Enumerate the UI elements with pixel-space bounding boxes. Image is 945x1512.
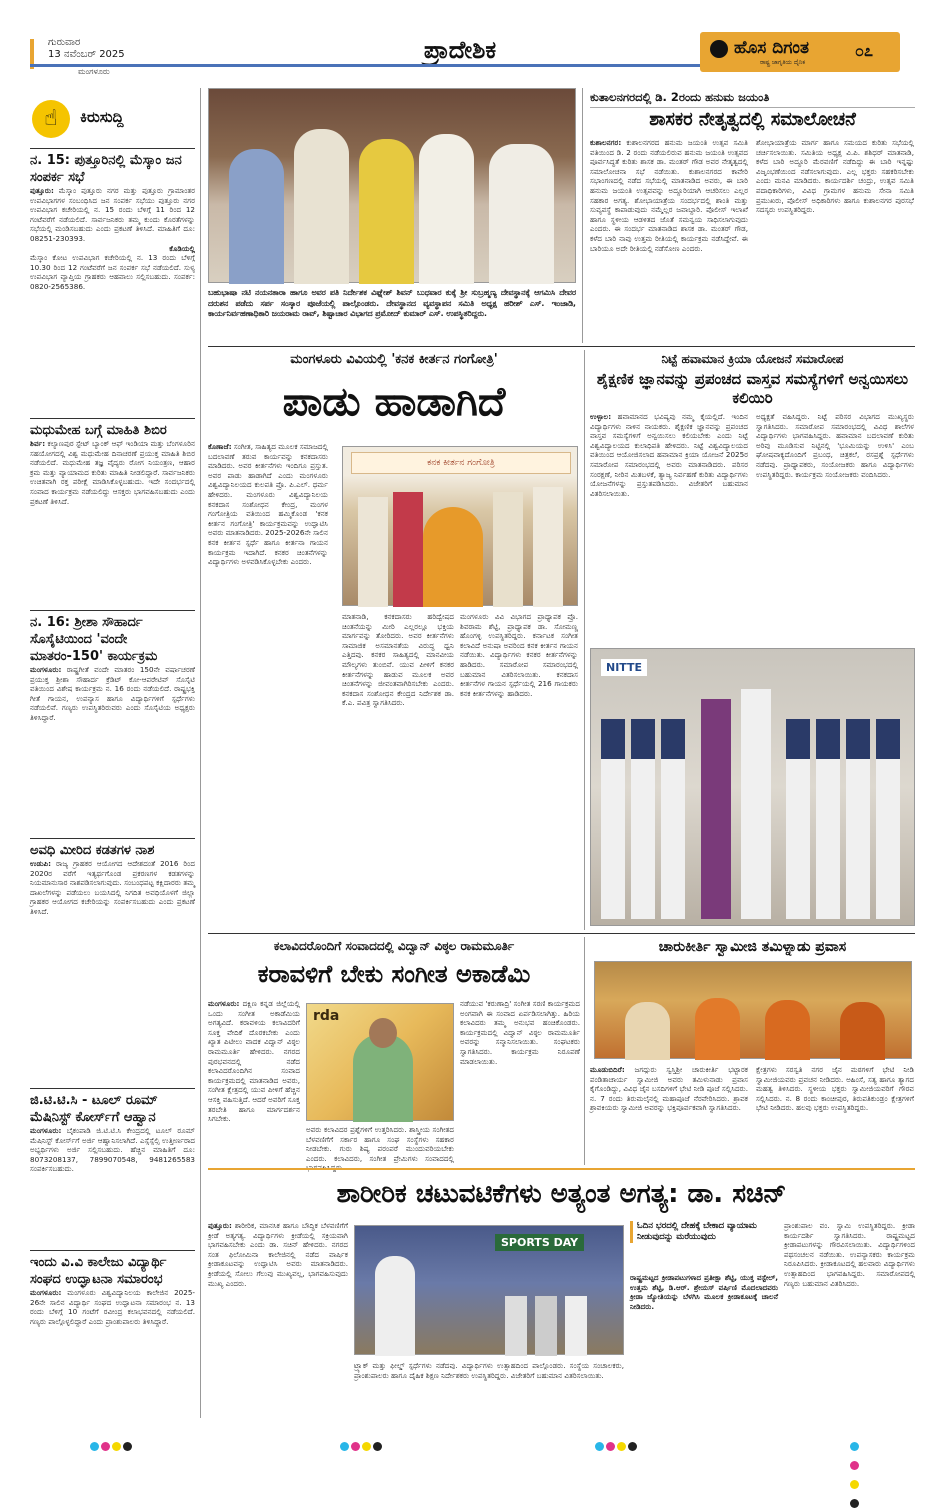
sidebar — [30, 88, 195, 1418]
dateline: ಕುಶಾಲನಗರ: — [590, 138, 622, 147]
sidebar-item-body: ಮಂಗಳೂರು ವಿಶ್ವವಿದ್ಯಾನಿಲಯ ಕಾಲೇಜಿನ 2025-26ನೇ ಸಾಲಿನ ವಿದ್ಯಾರ್ಥಿ ಸಂಘದ ಉದ್ಘಾಟನಾ ಸಮಾರಂಭ ನ. 13 ರಂದು ಬೆಳಿಗ್ಗೆ 10 ಗಂಟೆಗೆ ರವೀಂದ್ರ ಕಲಾಭವನದಲ್ಲಿ ನಡೆಯಲಿದೆ. ಗಣ್ಯರು ಪಾಲ್ಗೊಳ್ಳಲಿದ್ದಾರೆ ಎಂದು ಪ್ರಾಂಶುಪಾಲರು ತಿಳಿಸಿದ್ದಾರೆ. — [30, 1288, 195, 1326]
student-figure — [661, 719, 685, 919]
story-headline: ಚಾರುಕೀರ್ತಿ ಸ್ವಾಮೀಜಿ ತಮಿಳ್ನಾಡು ಪ್ರವಾಸ — [658, 939, 847, 955]
nitte-logo: NITTE — [601, 659, 647, 676]
story-headline: ಶೈಕ್ಷಣಿಕ ಜ್ಞಾನವನ್ನು ಪ್ರಪಂಚದ ವಾಸ್ತವ ಸಮಸ್ಯೆಗಳಿಗೆ ಅನ್ವಯಿಸಲು ಕಲಿಯಿರಿ — [596, 370, 909, 407]
black-dot — [123, 1442, 132, 1451]
person-figure — [393, 492, 423, 607]
kanaka-event-photo — [342, 446, 578, 606]
column-divider — [582, 88, 583, 343]
story-body: ಮಂಗಳೂರು ವಿವಿ ವಿಭಾಗದ ಪ್ರಾಧ್ಯಾಪಕ ಪ್ರೊ. ಶಿವರಾಮ ಶೆಟ್ಟಿ, ಪ್ರಾಧ್ಯಾಪಕ ಡಾ. ಸೋಮಣ್ಣ ಹೊಂಗಳ್ಳಿ ಉಪಸ್ಥಿತರಿದ್ದರು. ಕರ್ನಾಟಕ ಸಂಗೀತ ಕಲಾವಿದೆ ಅನುಷಾ ಅವರಿಂದ ಕನಕ ಕೀರ್ತನ ಗಾಯನ ನಡೆಯಿತು. ವಿದ್ಯಾರ್ಥಿಗಳು ಕನಕರ ಕೀರ್ತನೆಗಳನ್ನು ಹಾಡಿದರು. ಸಮಾರೋಪ ಸಮಾರಂಭದಲ್ಲಿ ಬಹುಮಾನ ವಿತರಿಸಲಾಯಿತು. ಕನಕದಾಸ ಕೀರ್ತನೆಗಳ ಗಾಯನ ಸ್ಪರ್ಧೆಯಲ್ಲಿ 216 ಗಾಯಕರು ಕನಕ ಕೀರ್ತನೆಗಳನ್ನು ಹಾಡಿದರು. — [460, 612, 578, 698]
student-figure — [786, 719, 810, 919]
person-figure — [359, 139, 414, 284]
sidebar-item-body: ಕಲ್ಯಾಣಪುರ ಸ್ಟೇಟ್ ಬ್ಯಾಂಕ್ ಆಫ್ ಇಂಡಿಯಾ ಮತ್ತು ಬೆಂಗಳೂರಿನ ಸಹಯೋಗದಲ್ಲಿ ವಿಶ್ವ ಮಧುಮೇಹ ದಿನಾಚರಣೆ ಪ್ರಯುಕ್ತ ಮಾಹಿತಿ ಶಿಬಿರ ನಡೆಯಲಿದೆ. ಮಧುಮೇಹ ತಜ್ಞ ವೈದ್ಯರು ರೋಗ ನಿಯಂತ್ರಣ, ಆಹಾರ ಕ್ರಮ ಮತ್ತು ವ್ಯಾಯಾಮದ ಕುರಿತು ಮಾಹಿತಿ ನೀಡಲಿದ್ದಾರೆ. ಸಾರ್ವಜನಿಕರು ಉಚಿತವಾಗಿ ರಕ್ತ ಪರೀಕ್ಷೆ ಮಾಡಿಸಿಕೊಳ್ಳಬಹುದು. ಇದೇ ಸಂದರ್ಭದಲ್ಲಿ ಸಂವಾದ ಕಾರ್ಯಕ್ರಮ ನಡೆಯಲಿದ್ದು ಆಸಕ್ತರು ಭಾಗವಹಿಸಬಹುದು ಎಂದು ಪ್ರಕಟಣೆ ತಿಳಿಸಿದೆ. — [30, 439, 195, 506]
sachin-story — [208, 1173, 915, 1425]
person-figure — [565, 1296, 587, 1356]
sidebar-item-body: ಮೆಸ್ಕಾಂ ಪುತ್ತೂರು ನಗರ ಮತ್ತು ಪುತ್ತೂರು ಗ್ರಾಮಾಂತರ ಉಪವಿಭಾಗಗಳ ಸಂಬಂಧಿಸಿದ ಜನ ಸಂಪರ್ಕ ಸಭೆಯು ಪುತ್ತೂರು ನಗರ ಉಪವಿಭಾಗ ಕಚೇರಿಯಲ್ಲಿ ನ. 15 ರಂದು ಬೆಳಿಗ್ಗೆ 11 ರಿಂದ 12 ಗಂಟೆವರೆಗೆ ನಡೆಯಲಿದೆ. ಸಾರ್ವಜನಿಕರು ತಮ್ಮ ಕುಂದು ಕೊರತೆಗಳನ್ನು ಸಭೆಯಲ್ಲಿ ಮಂಡಿಸಬಹುದು ಎಂದು ಪ್ರಕಟಣೆ ತಿಳಿಸಿದೆ. ಮಾಹಿತಿಗೆ ದೂ: 08251-230393. — [30, 186, 195, 243]
person-figure — [695, 998, 740, 1060]
yellow-dot — [617, 1442, 626, 1451]
brand-block — [700, 32, 900, 72]
brand-tagline: ರಾಷ್ಟ್ರ ಜಾಗೃತಿಯ ದೈನಿಕ — [760, 59, 806, 66]
person-figure — [505, 1296, 527, 1356]
temple-visit-photo — [208, 88, 576, 283]
photo-caption: ಬಹುಭಾಷಾ ನಟಿ ನಯನತಾರಾ ಹಾಗೂ ಅವರ ಪತಿ ನಿರ್ದೇಶಕ ವಿಘ್ನೇಶ್ ಶಿವನ್ ಬುಧವಾರ ಕುಕ್ಕೆ ಶ್ರೀ ಸುಬ್ರಹ್ಮಣ್ಯ ದೇವಸ್ಥಾನಕ್ಕೆ ಆಗಮಿಸಿ ದೇವರ ದರುಶನ ಪಡೆದು ಸರ್ಪ ಸಂಸ್ಕಾರ ಪೂಜೆಯಲ್ಲಿ ಪಾಲ್ಗೊಂಡರು. ದೇವಸ್ಥಾನದ ವ್ಯವಸ್ಥಾಪನ ಸಮಿತಿ ಅಧ್ಯಕ್ಷ ಹರೀಶ್ ಎಸ್. ಇಂಜಾಡಿ, ಕಾರ್ಯನಿರ್ವಹಣಾಧಿಕಾರಿ ಜಯರಾಮ ರಾವ್, ಶಿಷ್ಟಾಚಾರ ವಿಭಾಗದ ಪ್ರಮೋದ್ ಕುಮಾರ್ ಎಸ್. ಉಪಸ್ಥಿತರಿದ್ದರು. — [208, 288, 576, 318]
story-body: ಹವಾಮಾನದ ಭವಿಷ್ಯವು ನಮ್ಮ ಕೈಯಲ್ಲಿದೆ. ಇಂದಿನ ವಿದ್ಯಾರ್ಥಿಗಳು ನಾಳಿನ ನಾಯಕರು. ಶೈಕ್ಷಣಿಕ ಜ್ಞಾನವನ್ನು ಪ್ರಪಂಚದ ವಾಸ್ತವ ಸಮಸ್ಯೆಗಳಿಗೆ ಅನ್ವಯಿಸಲು ಕಲಿಯಬೇಕು ಎಂದು ನಿಟ್ಟೆ ವಿಶ್ವವಿದ್ಯಾಲಯದ ಕುಲಾಧಿಪತಿ ಹೇಳಿದರು. ನಿಟ್ಟೆ ವಿಶ್ವವಿದ್ಯಾಲಯದ ವತಿಯಿಂದ ಆಯೋಜಿಸಲಾದ ಹವಾಮಾನ ಕ್ರಿಯಾ ಯೋಜನೆ 2025ರ ಸಮಾರೋಪ ಸಮಾರಂಭದಲ್ಲಿ ಅವರು ಮಾತನಾಡಿದರು. ಪರಿಸರ ಸಂರಕ್ಷಣೆ, ನೀರಿನ ಮಿತಬಳಕೆ, ತ್ಯಾಜ್ಯ ನಿರ್ವಹಣೆ ಕುರಿತು ವಿದ್ಯಾರ್ಥಿಗಳು ಯೋಜನೆಗಳನ್ನು ಪ್ರಸ್ತುತಪಡಿಸಿದರು. ವಿಜೇತರಿಗೆ ಬಹುಮಾನ ವಿತರಿಸಲಾಯಿತು. — [590, 412, 748, 498]
sidebar-item — [30, 148, 195, 418]
story-body: ಪ್ರಾಂಶುಪಾಲ ವಂ. ಸ್ವಾಮಿ ಉಪಸ್ಥಿತರಿದ್ದರು. ಕ್ರೀಡಾ ಕಾರ್ಯದರ್ಶಿ ಸ್ವಾಗತಿಸಿದರು. ರಾಷ್ಟ್ರಮಟ್ಟದ ಕ್ರೀಡಾಪಟುಗಳನ್ನು ಗೌರವಿಸಲಾಯಿತು. ವಿದ್ಯಾರ್ಥಿಗಳಿಂದ ಪಥಸಂಚಲನ ನಡೆಯಿತು. ಉಪನ್ಯಾಸಕರು ಕಾರ್ಯಕ್ರಮ ನಿರೂಪಿಸಿದರು. ಕ್ರೀಡಾಕೂಟದಲ್ಲಿ ಹಲವಾರು ವಿದ್ಯಾರ್ಥಿಗಳು ಉತ್ಸಾಹದಿಂದ ಭಾಗವಹಿಸಿದ್ದರು. ಸಮಾರೋಪದಲ್ಲಿ ಗಣ್ಯರು ಬಹುಮಾನ ವಿತರಿಸಿದರು. — [784, 1221, 915, 1288]
cyan-dot — [90, 1442, 99, 1451]
person-figure — [493, 492, 523, 607]
story-body: ಸಂಗೀತ, ಸಾಹಿತ್ಯದ ಮೂಲಕ ಸಮಾಜದಲ್ಲಿ ಬದಲಾವಣೆ ತರುವ ಕಾರ್ಯವನ್ನು ಕನಕದಾಸರು ಮಾಡಿದರು. ಅವರ ಕೀರ್ತನೆಗಳು ಇಂದಿಗೂ ಪ್ರಸ್ತುತ. ಅವರ ಪಾಡು ಹಾಡಾಗಿದೆ ಎಂದು ಮಂಗಳೂರು ವಿಶ್ವವಿದ್ಯಾನಿಲಯದ ಕುಲಪತಿ ಪ್ರೊ. ಪಿ.ಎಲ್. ಧರ್ಮ ಹೇಳಿದರು. ಮಂಗಳೂರು ವಿಶ್ವವಿದ್ಯಾನಿಲಯ ಕನಕದಾಸ ಸಂಶೋಧನ ಕೇಂದ್ರ, ಮಂಗಳ ಗಂಗೋತ್ರಿಯ ವತಿಯಿಂದ ಹಮ್ಮಿಕೊಂಡ 'ಕನಕ ಕೀರ್ತನ ಗಂಗೋತ್ರಿ' ಕಾರ್ಯಕ್ರಮವನ್ನು ಉದ್ಘಾಟಿಸಿ ಅವರು ಮಾತನಾಡಿದರು. 2025-2026ನೇ ಸಾಲಿನ ಕನಕ ಕೀರ್ತನ ಸ್ಪರ್ಧೆ ಹಾಗೂ ಕೀರ್ತನಾ ಗಾಯನ ಕಾರ್ಯಕ್ರಮ ಇದಾಗಿದೆ. ಕನಕರ ಚಿಂತನೆಗಳನ್ನು ವಿದ್ಯಾರ್ಥಿಗಳು ಅಳವಡಿಸಿಕೊಳ್ಳಬೇಕು ಎಂದರು. — [208, 442, 329, 567]
dateline: ಪುತ್ತೂರು: — [208, 1221, 232, 1230]
student-figure — [846, 719, 870, 919]
nitte-event-photo — [590, 648, 915, 926]
sidebar-item-head: ಇಂದು ವಿ.ವಿ ಕಾಲೇಜು ವಿದ್ಯಾರ್ಥಿ ಸಂಘದ ಉದ್ಘಾಟನಾ ಸಮಾರಂಭ — [30, 1250, 195, 1288]
vittala-story — [208, 937, 580, 1165]
magenta-dot — [606, 1442, 615, 1451]
vittala-photo — [306, 1003, 454, 1121]
sidebar-item-body: ರಾಜ್ಯ ಗ್ರಾಹಕರ ಆಯೋಗದ ಆದೇಶದಂತೆ 2016 ರಿಂದ 2020ರ ವರೆಗೆ ಇತ್ಯರ್ಥಗೊಂಡ ಪ್ರಕರಣಗಳ ಕಡತಗಳನ್ನು ನಿಯಮಾನುಸಾರ ನಾಶಪಡಿಸಲಾಗುವುದು. ಸಂಬಂಧಪಟ್ಟ ಕಕ್ಷಿದಾರರು ತಮ್ಮ ದಾಖಲೆಗಳನ್ನು ಪಡೆಯಲು ಬಯಸಿದಲ್ಲಿ ನಿಗದಿತ ಅವಧಿಯೊಳಗೆ ಜಿಲ್ಲಾ ಗ್ರಾಹಕರ ಆಯೋಗದ ಕಚೇರಿಯನ್ನು ಸಂಪರ್ಕಿಸಬಹುದು ಎಂದು ಪ್ರಕಟಣೆ ತಿಳಿಸಿದೆ. — [30, 859, 195, 916]
brand-logo-icon — [710, 40, 728, 58]
story-body: ಟ್ರ್ಯಾಕ್ ಮತ್ತು ಫೀಲ್ಡ್ ಸ್ಪರ್ಧೆಗಳು ನಡೆದವು. ವಿದ್ಯಾರ್ಥಿಗಳು ಉತ್ಸಾಹದಿಂದ ಪಾಲ್ಗೊಂಡರು. ಸಂಸ್ಥೆಯ ಸಂಚಾಲಕರು, ಪ್ರಾಂಶುಪಾಲರು ಹಾಗೂ ದೈಹಿಕ ಶಿಕ್ಷಣ ನಿರ್ದೇಶಕರು ಉಪಸ್ಥಿತರಿದ್ದರು. ವಿಜೇತರಿಗೆ ಬಹುಮಾನ ವಿತರಿಸಲಾಯಿತು. — [354, 1361, 624, 1380]
dateline: ಮಂಗಳೂರು: — [30, 665, 62, 674]
story-body: ಅವರು ಕಲಾವಿದರ ಪ್ರಶ್ನೆಗಳಿಗೆ ಉತ್ತರಿಸಿದರು. ಶಾಸ್ತ್ರೀಯ ಸಂಗೀತದ ಬೆಳವಣಿಗೆಗೆ ಸರ್ಕಾರ ಹಾಗೂ ಸಂಘ ಸಂಸ್ಥೆಗಳು ಸಹಕಾರ ನೀಡಬೇಕು. ಗುರು ಶಿಷ್ಯ ಪರಂಪರೆ ಮುಂದುವರಿಯಬೇಕು ಎಂದರು. ಕಲಾವಿದರು, ಸಂಗೀತ ಪ್ರೇಮಿಗಳು ಸಂವಾದದಲ್ಲಿ — [306, 1125, 454, 1163]
story-body: ಶಾರೀರಿಕ, ಮಾನಸಿಕ ಹಾಗೂ ಬೌದ್ಧಿಕ ಬೆಳವಣಿಗೆಗೆ ಕ್ರೀಡೆ ಅತ್ಯಗತ್ಯ. ವಿದ್ಯಾರ್ಥಿಗಳು ಕ್ರೀಡೆಯಲ್ಲಿ ಸಕ್ರಿಯವಾಗಿ ಭಾಗವಹಿಸಬೇಕು ಎಂದು ಡಾ. ಸಚಿನ್ ಹೇಳಿದರು. ನಗರದ ಸಂತ ಫಿಲೋಮಿನಾ ಕಾಲೇಜಿನಲ್ಲಿ ನಡೆದ ವಾರ್ಷಿಕ ಕ್ರೀಡಾಕೂಟವನ್ನು ಉದ್ಘಾಟಿಸಿ ಅವರು ಮಾತನಾಡಿದರು. ಕ್ರೀಡೆಯಲ್ಲಿ ಸೋಲು ಗೆಲುವು ಮುಖ್ಯವಲ್ಲ, ಭಾಗವಹಿಸುವುದು ಮುಖ್ಯ ಎಂದರು. — [208, 1221, 348, 1288]
person-figure — [840, 1002, 885, 1060]
row-divider — [208, 346, 915, 347]
yellow-dot — [850, 1480, 859, 1489]
story-body: ಶೋಭಾಯಾತ್ರೆಯ ಮಾರ್ಗ ಹಾಗೂ ಸಮಯದ ಕುರಿತು ಸಭೆಯಲ್ಲಿ ಚರ್ಚಿಸಲಾಯಿತು. ಸಮಿತಿಯ ಅಧ್ಯಕ್ಷ ವಿ.ಪಿ. ಶಶಿಧರ್ ಮಾತನಾಡಿ, ಕಳೆದ ಬಾರಿ ಅದ್ಧೂರಿ ಮೆರವಣಿಗೆ ನಡೆದಿದ್ದು ಈ ಬಾರಿ ಇನ್ನಷ್ಟು ವಿಜೃಂಭಣೆಯಿಂದ ನಡೆಸಲಾಗುವುದು. ಎಲ್ಲ ಭಕ್ತರು ಸಹಕರಿಸಬೇಕು ಎಂದು ಮನವಿ ಮಾಡಿದರು. ಕಾರ್ಯದರ್ಶಿ ಚಂದ್ರು, ಉತ್ಸವ ಸಮಿತಿ ಪದಾಧಿಕಾರಿಗಳು, ವಿವಿಧ ಗ್ರಾಮಗಳ ಹನುಮ ಸೇನಾ ಸಮಿತಿ ಪ್ರಮುಖರು, ಪೊಲೀಸ್ ಅಧಿಕಾರಿಗಳು ಹಾಗೂ ಕುಶಾಲನಗರ ಪುರಸಭೆ ಸದಸ್ಯರು ಉಪಸ್ಥಿತರಿದ್ದರು. — [756, 138, 914, 215]
person-figure — [358, 497, 388, 607]
person-figure — [533, 487, 563, 607]
stage-banner: ಕನಕ ಕೀರ್ತನ ಗಂಗೋತ್ರಿ — [351, 452, 571, 474]
sidebar-item-head: ಅವಧಿ ಮೀರಿದ ಕಡತಗಳ ನಾಶ — [30, 838, 195, 859]
sidebar-sub-body: ಮೆಸ್ಕಾಂ ಕೋಟ ಉಪವಿಭಾಗ ಕಚೇರಿಯಲ್ಲಿ ನ. 13 ರಂದು ಬೆಳಿಗ್ಗೆ 10.30 ರಿಂದ 12 ಗಂಟೆವರೆಗೆ ಜನ ಸಂಪರ್ಕ ಸಭೆ ನಡೆಯಲಿದೆ. ಸುಳ್ಯ ಉಪವಿಭಾಗ ವ್ಯಾಪ್ತಿಯ ಗ್ರಾಹಕರು ಆಹವಾಲು ಸಲ್ಲಿಸಬಹುದು. ಸಂಪರ್ಕ: 0820-2565386. — [30, 253, 195, 291]
header-day: ಗುರುವಾರ — [48, 37, 81, 48]
student-figure — [816, 719, 840, 919]
sidebar-item — [30, 838, 195, 1086]
sidebar-item-head: ನ. 15: ಪುತ್ತೂರಿನಲ್ಲಿ ಮೆಸ್ಕಾಂ ಜನ ಸಂಪರ್ಕ ಸಭೆ — [30, 148, 195, 186]
sidebar-item-body: ಬೈಕಂಪಾಡಿ ಜಿ.ಟಿ.ಟಿ.ಸಿ ಕೇಂದ್ರದಲ್ಲಿ ಟೂಲ್ ರೂಮ್ ಮೆಷಿನಿಸ್ಟ್ ಕೋರ್ಸ್‌ಗೆ ಅರ್ಜಿ ಆಹ್ವಾನಿಸಲಾಗಿದೆ. ಎಸ್ಸೆಸ್ಸೆಲ್ಸಿ ಉತ್ತೀರ್ಣರಾದ ಅಭ್ಯರ್ಥಿಗಳು ಅರ್ಜಿ ಸಲ್ಲಿಸಬಹುದು. ಹೆಚ್ಚಿನ ಮಾಹಿತಿಗೆ ದೂ: 8073208137, 7899070548, 9481265583 ಸಂಪರ್ಕಿಸಬಹುದು. — [30, 1126, 195, 1174]
print-registration-marks — [90, 1436, 850, 1448]
cyan-dot — [850, 1442, 859, 1451]
story-headline: ಕರಾವಳಿಗೆ ಬೇಕು ಸಂಗೀತ ಅಕಾಡೆಮಿ — [257, 960, 531, 988]
dateline: ಪುತ್ತೂರು: — [30, 186, 54, 195]
person-figure — [489, 144, 554, 284]
story-kicker: ಮಂಗಳೂರು ವಿವಿಯಲ್ಲಿ 'ಕನಕ ಕೀರ್ತನ ಗಂಗೋತ್ರಿ' — [290, 352, 498, 367]
sidebar-item-head: ನ. 16: ಶ್ರೀಶಾ ಸೌಹಾರ್ದ ಸೊಸೈಟಿಯಿಂದ 'ವಂದೇ ಮಾತರಂ-150' ಕಾರ್ಯಕ್ರಮ — [30, 610, 195, 665]
sidebar-item-body: ರಾಷ್ಟ್ರಗೀತೆ ವಂದೇ ಮಾತರಂ 150ನೇ ವರ್ಷಾಚರಣೆ ಪ್ರಯುಕ್ತ ಶ್ರೀಶಾ ಸೌಹಾರ್ದ ಕ್ರೆಡಿಟ್ ಕೋ-ಆಪರೇಟಿವ್ ಸೊಸೈಟಿ ವತಿಯಿಂದ ವಿಶೇಷ ಕಾರ್ಯಕ್ರಮ ನ. 16 ರಂದು ನಡೆಯಲಿದೆ. ರಾಷ್ಟ್ರಭಕ್ತಿ ಗೀತೆ ಗಾಯನ, ಉಪನ್ಯಾಸ ಹಾಗೂ ವಿದ್ಯಾರ್ಥಿಗಳಿಗೆ ಸ್ಪರ್ಧೆಗಳು ನಡೆಯಲಿವೆ. ಗಣ್ಯರು ಉಪಸ್ಥಿತರಿರುವರು ಎಂದು ಸೊಸೈಟಿಯ ಅಧ್ಯಕ್ಷರು ತಿಳಿಸಿದ್ದಾರೆ. — [30, 665, 195, 722]
row-divider-accent — [208, 1168, 915, 1170]
column-divider — [584, 350, 585, 930]
story-body: ಅಧ್ಯಕ್ಷತೆ ವಹಿಸಿದ್ದರು. ನಿಟ್ಟೆ ಪರಿಸರ ವಿಭಾಗದ ಮುಖ್ಯಸ್ಥರು ಸ್ವಾಗತಿಸಿದರು. ಸಮಾರೋಪ ಸಮಾರಂಭದಲ್ಲಿ ವಿವಿಧ ಶಾಲೆಗಳ ವಿದ್ಯಾರ್ಥಿಗಳು ಭಾಗವಹಿಸಿದ್ದರು. ಹವಾಮಾನ ಬದಲಾವಣೆ ಕುರಿತು ಅರಿವು ಮೂಡಿಸುವ ನಿಟ್ಟಿನಲ್ಲಿ 'ಭೂಮಿಯನ್ನು ಉಳಿಸಿ' ಎಂಬ ಘೋಷವಾಕ್ಯದೊಂದಿಗೆ ಪ್ರಬಂಧ, ಚಿತ್ರಕಲೆ, ರಸಪ್ರಶ್ನೆ ಸ್ಪರ್ಧೆಗಳು ನಡೆದವು. ಪ್ರಾಧ್ಯಾಪಕರು, ಸಂಯೋಜಕರು ಹಾಗೂ ವಿದ್ಯಾರ್ಥಿಗಳು ಉಪಸ್ಥಿತರಿದ್ದರು. ಕಾರ್ಯಕ್ರಮ ಸಂಯೋಜಕರು ವಂದಿಸಿದರು. — [756, 412, 914, 479]
sidebar-item — [30, 610, 195, 836]
sports-day-photo — [354, 1225, 624, 1355]
pointing-hand-icon: ☝ — [32, 100, 70, 138]
story-body: ಮಾತನಾಡಿ, ಕನಕದಾಸರು ಹರಿದ್ವೇಷದ ಚಿಂತನೆಯನ್ನು ಮೀರಿ ಎಲ್ಲರಲ್ಲೂ ಭಕ್ತಿಯ ಮಾರ್ಗವನ್ನು ತೋರಿದರು. ಅವರ ಕೀರ್ತನೆಗಳು ಸಾಮಾಜಿಕ ಅಸಮಾನತೆಯ ವಿರುದ್ಧ ಧ್ವನಿ ಎತ್ತಿದವು. ಕನಕರ ಸಾಹಿತ್ಯದಲ್ಲಿ ಮಾನವೀಯ ಮೌಲ್ಯಗಳು ತುಂಬಿವೆ. ಯುವ ಪೀಳಿಗೆ ಕನಕರ ಕೀರ್ತನೆಗಳನ್ನು ಹಾಡುವ ಮೂಲಕ ಅವರ ಚಿಂತನೆಗಳನ್ನು ಜೀವಂತವಾಗಿರಿಸಬೇಕು ಎಂದರು. ಕನಕದಾಸ ಸಂಶೋಧನ ಕೇಂದ್ರದ ನಿರ್ದೇಶಕ ಡಾ. ಕೆ.ಎ. ಪವಿತ್ರ ಸ್ವಾಗತಿಸಿದರು. — [342, 612, 454, 708]
sidebar-title: ಕಿರುಸುದ್ದಿ — [80, 108, 124, 126]
header-date: 13 ನವೆಂಬರ್ 2025 — [48, 49, 125, 60]
sidebar-item-head: ಮಧುಮೇಹ ಬಗ್ಗೆ ಮಾಹಿತಿ ಶಿಬಿರ — [30, 418, 195, 439]
black-dot — [850, 1499, 859, 1508]
column-divider — [584, 937, 585, 1165]
kanaka-story — [208, 350, 580, 930]
person-figure — [294, 129, 349, 284]
person-figure — [741, 689, 771, 919]
sidebar-item-head: ಜಿ.ಟಿ.ಟಿ.ಸಿ - ಟೂಲ್ ರೂಮ್ ಮೆಷಿನಿಸ್ಟ್ ಕೋರ್ಸ್‌ಗೆ ಆಹ್ವಾನ — [30, 1088, 195, 1126]
story-body: ದಕ್ಷಿಣ ಕನ್ನಡ ಜಿಲ್ಲೆಯಲ್ಲಿ ಒಂದು ಸಂಗೀತ ಅಕಾಡೆಮಿಯ ಅಗತ್ಯವಿದೆ. ಕರಾವಳಿಯ ಕಲಾವಿದರಿಗೆ ಸೂಕ್ತ ವೇದಿಕೆ ದೊರಕಬೇಕು ಎಂದು ಖ್ಯಾತ ಪಿಟೀಲು ವಾದಕ ವಿದ್ವಾನ್ ವಿಠ್ಠಲ ರಾಮಮೂರ್ತಿ ಹೇಳಿದರು. ನಗರದ ಪುರಭವನದಲ್ಲಿ ನಡೆದ ಕಲಾವಿದರೊಂದಿಗಿನ ಸಂವಾದ ಕಾರ್ಯಕ್ರಮದಲ್ಲಿ ಮಾತನಾಡಿದ ಅವರು, ಸಂಗೀತ ಕ್ಷೇತ್ರದಲ್ಲಿ ಯುವ ಪೀಳಿಗೆ ಹೆಚ್ಚಿನ ಆಸಕ್ತಿ ವಹಿಸುತ್ತಿದೆ. ಆದರೆ ಅವರಿಗೆ ಸೂಕ್ತ ತರಬೇತಿ ಹಾಗೂ ಮಾರ್ಗದರ್ಶನ ಸಿಗಬೇಕು. — [208, 999, 301, 1124]
dateline: ಶಿರ್ವ: — [30, 439, 46, 448]
dateline: ಉಡುಪಿ: — [30, 859, 52, 868]
sidebar-sub-head: ಕೊಡಿಯಲ್ಲಿ — [169, 243, 195, 253]
story-headline: ಶಾರೀರಿಕ ಚಟುವಟಿಕೆಗಳು ಅತ್ಯಂತ ಅಗತ್ಯ: ಡಾ. ಸಚಿನ್ — [336, 1179, 787, 1209]
brand-name: ಹೊಸ ದಿಗಂತ — [734, 38, 809, 58]
sidebar-item — [30, 1088, 195, 1248]
story-body: ನಡೆಯುವ 'ಕರುಣಾದ್ರಿ' ಸಂಗೀತ ಸರಣಿ ಕಾರ್ಯಕ್ರಮದ ಅಂಗವಾಗಿ ಈ ಸಂವಾದ ಏರ್ಪಡಿಸಲಾಗಿತ್ತು. ಹಿರಿಯ ಕಲಾವಿದರು ತಮ್ಮ ಅನುಭವ ಹಂಚಿಕೊಂಡರು. ಕಾರ್ಯಕ್ರಮದಲ್ಲಿ ವಿದ್ವಾನ್ ವಿಠ್ಠಲ ರಾಮಮೂರ್ತಿ ಅವರನ್ನು ಸನ್ಮಾನಿಸಲಾಯಿತು. ಸಂಘಟಕರು ಸ್ವಾಗತಿಸಿದರು. ಕಾರ್ಯಕ್ರಮ ನಿರೂಪಣೆ ಮಾಡಲಾಯಿತು. — [460, 999, 580, 1066]
person-figure — [625, 1002, 670, 1060]
speaker-head — [369, 1018, 397, 1048]
cyan-dot — [340, 1442, 349, 1451]
sidebar-item — [30, 1250, 195, 1418]
header-date-block — [30, 37, 160, 67]
magenta-dot — [850, 1461, 859, 1470]
person-figure — [535, 1296, 557, 1356]
swamiji-photo — [594, 961, 912, 1059]
cyan-dot — [595, 1442, 604, 1451]
sports-day-banner: SPORTS DAY — [495, 1234, 584, 1251]
row-divider — [208, 933, 915, 934]
magenta-dot — [101, 1442, 110, 1451]
page-number: ೦೭ — [855, 41, 873, 60]
story-headline: ಶಾಸಕರ ನೇತೃತ್ವದಲ್ಲಿ ಸಮಾಲೋಚನೆ — [649, 109, 856, 130]
student-figure — [876, 719, 900, 919]
dateline: ಮಂಗಳೂರು: — [208, 999, 240, 1008]
section-title: ಪ್ರಾದೇಶಿಕ — [423, 36, 497, 64]
story-body: ಕ್ಷೇತ್ರಗಳು ಸರಸ್ವತಿ ನಗರ ಜೈನ ಮಠಗಳಿಗೆ ಭೇಟಿ ನೀಡಿ ಸ್ವಾಮೀಜಿಯವರು ಪ್ರವಚನ ನೀಡಿದರು. ಅಹಿಂಸೆ, ಸತ್ಯ ಹಾಗೂ ತ್ಯಾಗದ ಮಹತ್ವ ತಿಳಿಸಿದರು. ಸ್ಥಳೀಯ ಭಕ್ತರು ಸ್ವಾಮೀಜಿಯವರಿಗೆ ಗೌರವ ಸಲ್ಲಿಸಿದರು. ನ. 8 ರಂದು ಕಾಂಚೀಪುರ, ತಿರುಪತಿಕುಂಡ್ರಂ ಕ್ಷೇತ್ರಗಳಿಗೆ ಭೇಟಿ ನೀಡಿದರು. ಹಲವು ಭಕ್ತರು ಉಪಸ್ಥಿತರಿದ್ದರು. — [756, 1065, 914, 1113]
story-headline: ಪಾಡು ಹಾಡಾಗಿದೆ — [282, 379, 506, 425]
person-figure — [701, 699, 731, 919]
header-city: ಮಂಗಳೂರು — [78, 67, 110, 76]
person-figure — [765, 1000, 810, 1060]
yellow-dot — [362, 1442, 371, 1451]
flower-decoration — [423, 507, 483, 607]
person-figure — [229, 149, 284, 284]
student-figure — [631, 719, 655, 919]
story-body: ಜಗದ್ಗುರು ಸ್ವಸ್ತಿಶ್ರೀ ಚಾರುಕೀರ್ತಿ ಭಟ್ಟಾರಕ ಪಂಡಿತಾಚಾರ್ಯ ಸ್ವಾಮೀಜಿ ಅವರು ತಮಿಳುನಾಡು ಪ್ರವಾಸ ಕೈಗೊಂಡಿದ್ದು, ವಿವಿಧ ಜೈನ ಬಸದಿಗಳಿಗೆ ಭೇಟಿ ನೀಡಿ ಪೂಜೆ ಸಲ್ಲಿಸಿದರು. ನ. 7 ರಂದು ತಿರುಮಲೈನಲ್ಲಿ ಮಹಾಪೂಜೆ ನೆರವೇರಿಸಿದರು. ಶ್ರಾವಕ ಶ್ರಾವಕಿಯರು ಸ್ವಾಮೀಜಿ ಅವರನ್ನು ಭಕ್ತಿಪೂರ್ವಕವಾಗಿ ಸ್ವಾಗತಿಸಿದರು. — [590, 1065, 748, 1113]
magenta-dot — [351, 1442, 360, 1451]
highlight-box-body: ರಾಷ್ಟ್ರಮಟ್ಟದ ಕ್ರೀಡಾಪಟುಗಳಾದ ಪ್ರತೀಕ್ಷಾ ಶೆಟ್ಟಿ, ಯುಕ್ತ ವಸ್ಟೇಲ್, ಉತ್ತಮ ಶೆಟ್ಟಿ, ಡಿ.ಆರ್. ಶ್ರೇಯಸ್ ವರ್ಷಿಣಿ ಮೊದಲಾದವರು ಕ್ರೀಡಾ ಜ್ಯೋತಿಯನ್ನು ಬೆಳಗಿಸಿ ಮೂಲಕ ಕ್ರೀಡಾಕೂಟಕ್ಕೆ ಚಾಲನೆ ನೀಡಿದರು. — [630, 1273, 778, 1311]
charukeerthi-story — [590, 937, 915, 1165]
hanuma-story — [590, 88, 915, 343]
black-dot — [628, 1442, 637, 1451]
yellow-dot — [112, 1442, 121, 1451]
story-kicker: ನಿಟ್ಟೆ ಹವಾಮಾನ ಕ್ರಿಯಾ ಯೋಜನೆ ಸಮಾರೋಪ — [661, 352, 844, 366]
nitte-story — [590, 350, 915, 930]
story-body: ಕುಶಾಲನಗರದ ಹನುಮ ಜಯಂತಿ ಉತ್ಸವ ಸಮಿತಿ ವತಿಯಿಂದ ಡಿ. 2 ರಂದು ನಡೆಯಲಿರುವ ಹನುಮ ಜಯಂತಿ ಉತ್ಸವದ ಪೂರ್ವಸಿದ್ಧತೆ ಕುರಿತು ಶಾಸಕ ಡಾ. ಮಂತರ್ ಗೌಡ ಅವರ ನೇತೃತ್ವದಲ್ಲಿ ಸಮಾಲೋಚನಾ ಸಭೆ ನಡೆಯಿತು. ಕುಶಾಲನಗರದ ಕಾವೇರಿ ಸಭಾಂಗಣದಲ್ಲಿ ನಡೆದ ಸಭೆಯಲ್ಲಿ ಮಾತನಾಡಿದ ಅವರು, ಈ ಬಾರಿ ಹನುಮ ಜಯಂತಿ ಉತ್ಸವವನ್ನು ಅದ್ದೂರಿಯಾಗಿ ಆಚರಿಸಲು ಎಲ್ಲರ ಸಹಕಾರ ಅಗತ್ಯ. ಶೋಭಾಯಾತ್ರೆಯ ಸಂದರ್ಭದಲ್ಲಿ ಶಾಂತಿ ಮತ್ತು ಸುವ್ಯವಸ್ಥೆ ಕಾಪಾಡುವುದು ನಮ್ಮೆಲ್ಲರ ಜವಾಬ್ದಾರಿ. ಪೊಲೀಸ್ ಇಲಾಖೆ ಹಾಗೂ ಸ್ಥಳೀಯ ಆಡಳಿತದ ಜೊತೆ ಸಮನ್ವಯ ಸಾಧಿಸಲಾಗುವುದು ಎಂದರು. ಈ ಸಂದರ್ಭ ಮಾತನಾಡಿದ ಶಾಸಕ ಡಾ. ಮಂತರ್ ಗೌಡ, ಕಳೆದ ಬಾರಿ ನಾವು ಉತ್ತಮ ರೀತಿಯಲ್ಲಿ ಕಾರ್ಯಕ್ರಮ ನಡೆಸಿದ್ದೇವೆ. ಈ ಬಾರಿಯೂ ಅದೇ ರೀತಿಯಲ್ಲಿ ನಡೆಸೋಣ ಎಂದರು. — [590, 138, 748, 253]
banner-text: rda — [313, 1008, 340, 1024]
sidebar-item — [30, 418, 195, 608]
sidebar-divider — [200, 88, 201, 1418]
dateline: ಉಳ್ಳಾಲ: — [590, 412, 612, 421]
story-kicker: ಕಲಾವಿದರೊಂದಿಗೆ ಸಂವಾದದಲ್ಲಿ ವಿದ್ವಾನ್ ವಿಠ್ಠಲ ರಾಮಮೂರ್ತಿ — [273, 939, 515, 953]
story-kicker: ಕುತಾಲನಗರದಲ್ಲಿ ಡಿ. 2ರಂದು ಹನುಮ ಜಯಂತಿ — [590, 90, 915, 108]
dateline: ಕೊಣಾಜೆ: — [208, 442, 232, 451]
sidebar-badge — [30, 98, 190, 142]
highlight-box — [630, 1221, 778, 1421]
header-rule — [30, 64, 700, 67]
dateline: ಮಂಗಳೂರು: — [30, 1288, 62, 1297]
highlight-box-title: ಓದಿನ ಭರದಲ್ಲಿ ದೇಹಕ್ಕೆ ಬೇಕಾದ ವ್ಯಾಯಾಮ ನೀಡುವುದನ್ನು ಮರೆಯುವುದು — [630, 1221, 778, 1243]
dateline: ಮಂಗಳೂರು: — [30, 1126, 62, 1135]
speaker-figure — [375, 1256, 415, 1356]
student-figure — [601, 719, 625, 919]
dateline: ಮೂಡುಬಿದಿರೆ: — [590, 1065, 625, 1074]
black-dot — [373, 1442, 382, 1451]
person-figure — [419, 134, 474, 284]
